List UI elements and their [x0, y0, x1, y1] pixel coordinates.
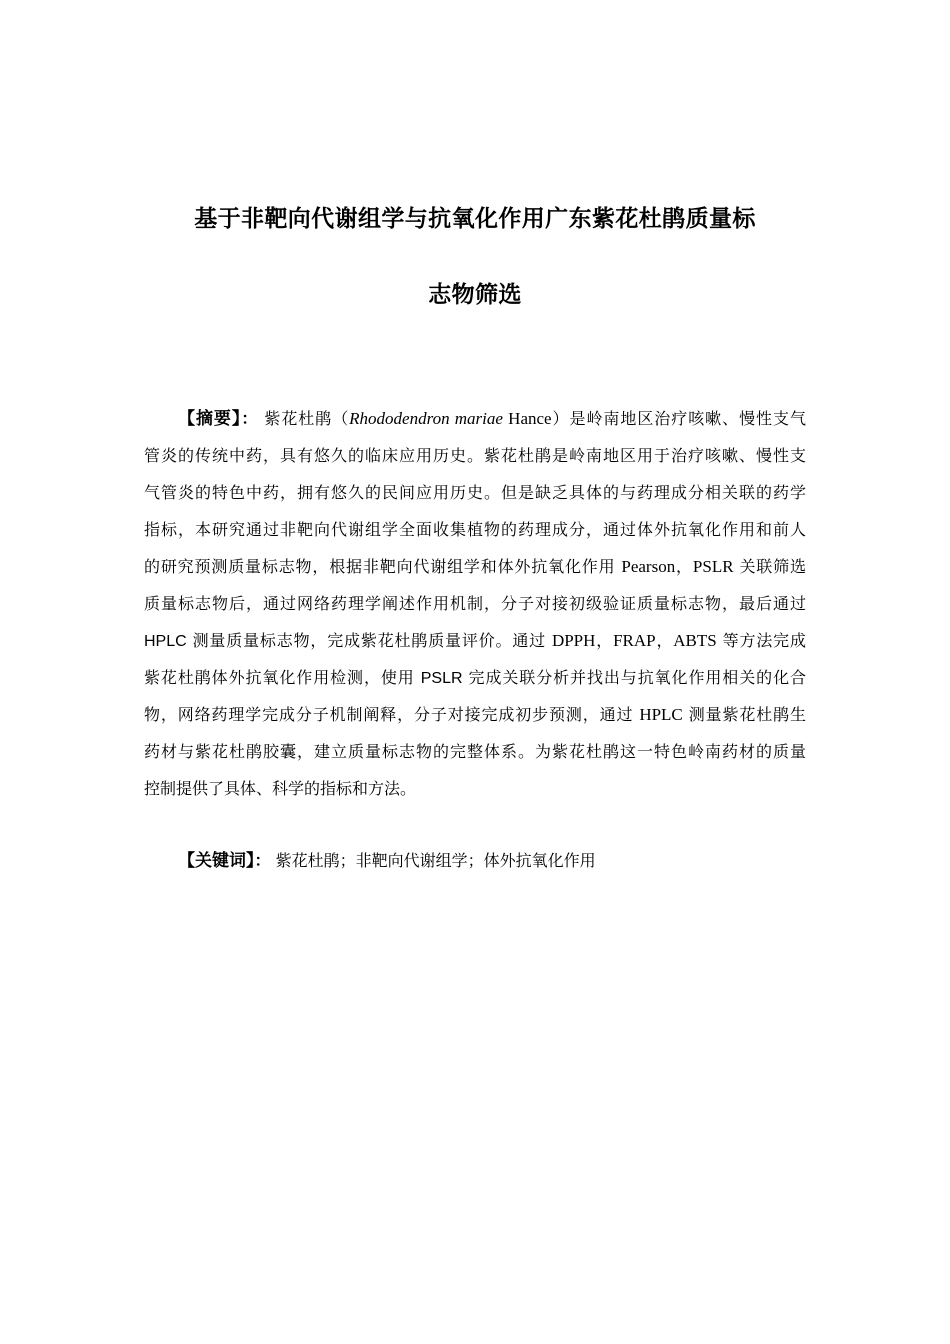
abstract-text: 药材与紫花杜鹃胶囊，建立质量标志物的完整体系。为紫花杜鹃这一特色岭南药材的质量 [144, 742, 806, 761]
abstract-line-8 [144, 659, 806, 696]
abstract-line-2 [144, 437, 806, 474]
abstract-text: ， [595, 631, 614, 650]
title-line-2: 志物筛选 [428, 282, 522, 308]
abstract-text: 等方法完成 [716, 631, 806, 650]
abstract-paragraph [144, 400, 806, 807]
abstract-text-sans: 紫花杜鹃是岭南地区用于治疗咳嗽、慢性支 [483, 446, 806, 465]
keywords-text: 紫花杜鹃；非靶向代谢组学；体外抗氧化作用 [275, 851, 596, 870]
term-hplc: HPLC [639, 705, 683, 724]
abstract-text: 指标，本研究通过非靶向代谢组学全面收集植物的药理成分，通过体外抗氧化作用和前人 [144, 520, 806, 539]
abstract-label: 【摘要】 [178, 409, 242, 429]
term-frap: FRAP [613, 631, 656, 650]
abstract-text: ）是岭南地区治疗咳嗽、慢性支气 [551, 409, 806, 428]
abstract-text-sans: 气管炎的特色中药，拥有悠久的民间应用历史。 [144, 483, 501, 502]
keywords-label-colon: ： [254, 851, 271, 870]
abstract-text: 控制提供了具体、科学的指标和方法。 [144, 779, 417, 798]
abstract-text: 但是缺乏具体的与药理成分相关联的药学 [500, 483, 806, 502]
abstract-line-9 [144, 696, 806, 733]
term-pslr: PSLR [692, 557, 734, 576]
abstract-text: ， [655, 631, 674, 650]
species-author: Hance [502, 409, 552, 428]
abstract-text: 测量质量标志物，完成紫花杜鹃质量评价。通过 [186, 631, 552, 650]
abstract-line-1 [144, 400, 806, 437]
abstract-text: 管炎的传统中药，具有悠久的临床应用历史。 [144, 446, 484, 465]
term-pslr: PSLR [420, 670, 463, 687]
keywords-label: 【关键词】 [178, 851, 255, 871]
abstract-line-10 [144, 733, 806, 770]
abstract-text: 物，网络药理学完成分子机制阐释，分子对接完成初步预测，通过 [144, 705, 640, 724]
abstract-line-3 [144, 474, 806, 511]
abstract-label-colon: ： [241, 409, 259, 428]
abstract-line-11 [144, 770, 806, 807]
abstract-line-7 [144, 622, 806, 659]
abstract-text: 紫花杜鹃体外抗氧化作用检测，使用 [144, 668, 421, 687]
term-dpph: DPPH [551, 631, 596, 650]
abstract-line-4 [144, 511, 806, 548]
term-abts: ABTS [673, 631, 717, 650]
title-line-1: 基于非靶向代谢组学与抗氧化作用广东紫花杜鹃质量标 [194, 206, 756, 232]
term-hplc: HPLC [144, 633, 187, 650]
abstract-text: ， [675, 557, 693, 576]
keywords-line [144, 842, 806, 879]
abstract-text: 紫花杜鹃（ [264, 409, 350, 428]
species-name: Rhododendron mariae [349, 409, 503, 428]
term-pearson: Pearson [621, 557, 676, 576]
abstract-text: 完成关联分析并找出与抗氧化作用相关的化合 [462, 668, 806, 687]
abstract-line-5 [144, 548, 806, 585]
abstract-line-6 [144, 585, 806, 622]
abstract-text: 质量标志物后，通过网络药理学阐述作用机制，分子对接初级验证质量标志物，最后通过 [144, 594, 806, 613]
abstract-text: 关联筛选 [733, 557, 806, 576]
abstract-text: 测量紫花杜鹃生 [682, 705, 806, 724]
abstract-text: 的研究预测质量标志物，根据非靶向代谢组学和体外抗氧化作用 [144, 557, 622, 576]
